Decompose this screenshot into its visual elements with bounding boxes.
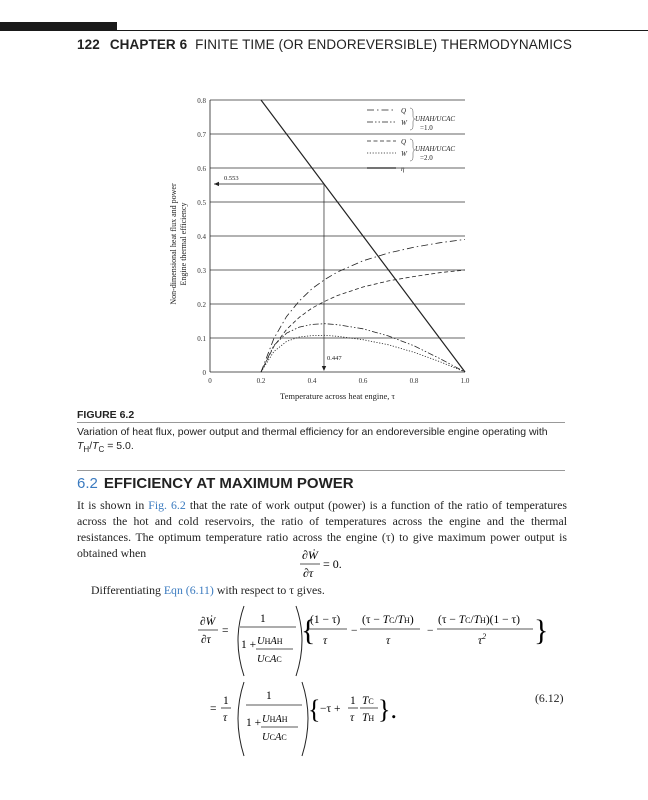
y-tick-label: 0.8 [197,97,206,105]
svg-text:(τ − TC/TH)(1 − τ): (τ − TC/TH)(1 − τ) [438,614,520,626]
x-tick-label: 0.6 [358,377,368,385]
svg-text:1: 1 [266,690,272,702]
legend-ratio-1: =1.0 [420,124,433,132]
svg-text:=: = [210,703,217,715]
svg-text:∂τ: ∂τ [303,566,314,580]
para-text-2: that the rate of work output (power) is a function of the ratio of temperatures across the hot and cold reservoirs, the ratio of temperatures across the engine and the thermal resistances. The optimum temperature ratio across the engine (τ) to give maximum power output is obtained when [77,498,567,560]
svg-text:∂τ: ∂τ [201,634,211,646]
legend-brace [410,108,415,130]
eta-arrow-head [214,182,219,186]
figure-label: FIGURE 6.2 [77,409,135,421]
derivative-line [91,583,325,598]
chapter-label: CHAPTER 6 [109,37,188,52]
svg-text:TH: TH [362,712,375,724]
x-tick-label: 0 [208,377,212,385]
section-rule [77,470,565,471]
section-heading [77,475,354,492]
y-tick-label: 0 [202,369,206,377]
svg-text:1: 1 [350,695,356,707]
svg-text:∂Ẇ: ∂Ẇ [200,616,216,628]
series-line [261,270,465,372]
x-axis-label: Temperature across heat engine, τ [280,391,395,401]
legend-ratio-label: UHAH/UCAC [415,115,456,123]
y-tick-label: 0.1 [197,335,206,343]
svg-text:{: { [301,614,316,647]
figure-rule [77,422,565,423]
section-number: 6.2 [77,475,98,492]
svg-text:τ: τ [223,712,228,724]
svg-text:τ: τ [350,712,355,724]
page-number: 122 [77,37,100,52]
y-tick-label: 0.4 [197,233,206,241]
tau-annotation: 0.447 [326,355,342,362]
para-text-1: It is shown in [77,498,149,512]
svg-text:τ: τ [386,635,391,647]
legend-ratio-2: =2.0 [420,154,433,162]
svg-text:1 +: 1 + [241,639,257,651]
equation-link[interactable]: Eqn (6.11) [163,583,214,597]
x-tick-label: 0.8 [409,377,419,385]
condition-equation [0,545,648,585]
svg-text:(τ − TC/TH): (τ − TC/TH) [362,614,414,626]
legend-symbol: W [401,150,407,158]
series-line [261,239,465,372]
tau-arrow-head [322,366,326,371]
y-tick-label: 0.6 [197,165,206,173]
y-tick-label: 0.5 [197,199,206,207]
svg-text:{: { [308,695,321,724]
figure-caption [77,425,567,457]
y-tick-label: 0.3 [197,267,206,275]
figure-link[interactable]: Fig. 6.2 [148,498,186,512]
section-title: EFFICIENCY AT MAXIMUM POWER [103,475,354,492]
svg-text:(1 − τ): (1 − τ) [310,614,341,626]
svg-text:∂Ẇ: ∂Ẇ [302,548,318,562]
legend-brace [410,139,415,161]
chapter-title: FINITE TIME (OR ENDOREVERSIBLE) THERMODYNAMICS [195,37,573,52]
svg-text:UHAH: UHAH [257,636,283,647]
legend-symbol: Q [401,138,407,146]
legend-symbol: W [401,119,407,127]
svg-text:−τ +: −τ + [320,703,341,715]
svg-text:=: = [222,625,229,637]
legend-symbol: Q [401,107,407,115]
y-axis-label-1: Non-dimensional heat flux and power [169,183,178,305]
legend-ratio-label: UHAH/UCAC [415,145,456,153]
svg-text:UHAH: UHAH [262,714,288,725]
legend-symbol: η [401,165,405,173]
y-axis-label-2: Engine thermal efficiency [179,202,188,286]
svg-text:1 +: 1 + [246,717,262,729]
svg-text:−: − [427,625,434,637]
y-tick-label: 0.2 [197,301,206,309]
derivative-text-1: Differentiating [91,583,164,597]
svg-text:TC: TC [362,695,374,707]
caption-ratio-formatted: $T_H/T_C = 5.0$. [77,440,134,455]
svg-text:1: 1 [223,695,229,707]
svg-text:UCAC: UCAC [257,654,282,665]
svg-text:}: } [534,614,549,647]
derivative-text-2: with respect to τ gives. [213,583,325,597]
x-tick-label: 0.4 [307,377,317,385]
eta-annotation: 0.553 [224,174,239,182]
series-line [261,335,465,372]
equation-number: (6.12) [535,691,564,705]
svg-text:}.: }. [378,695,397,724]
y-tick-label: 0.7 [197,131,206,139]
svg-text:UCAC: UCAC [262,732,287,743]
svg-text:τ2: $\tau^2$ [478,632,487,647]
x-tick-label: 0.2 [256,377,266,385]
svg-text:1: 1 [260,613,266,625]
caption-main: Variation of heat flux, power output and thermal efficiency for an endoreversible engine operating with [77,426,548,438]
x-tick-label: 1.0 [460,377,470,385]
svg-text:−: − [351,625,358,637]
svg-text:= 0.: = 0. [323,557,342,571]
svg-text:τ: τ [323,635,328,647]
